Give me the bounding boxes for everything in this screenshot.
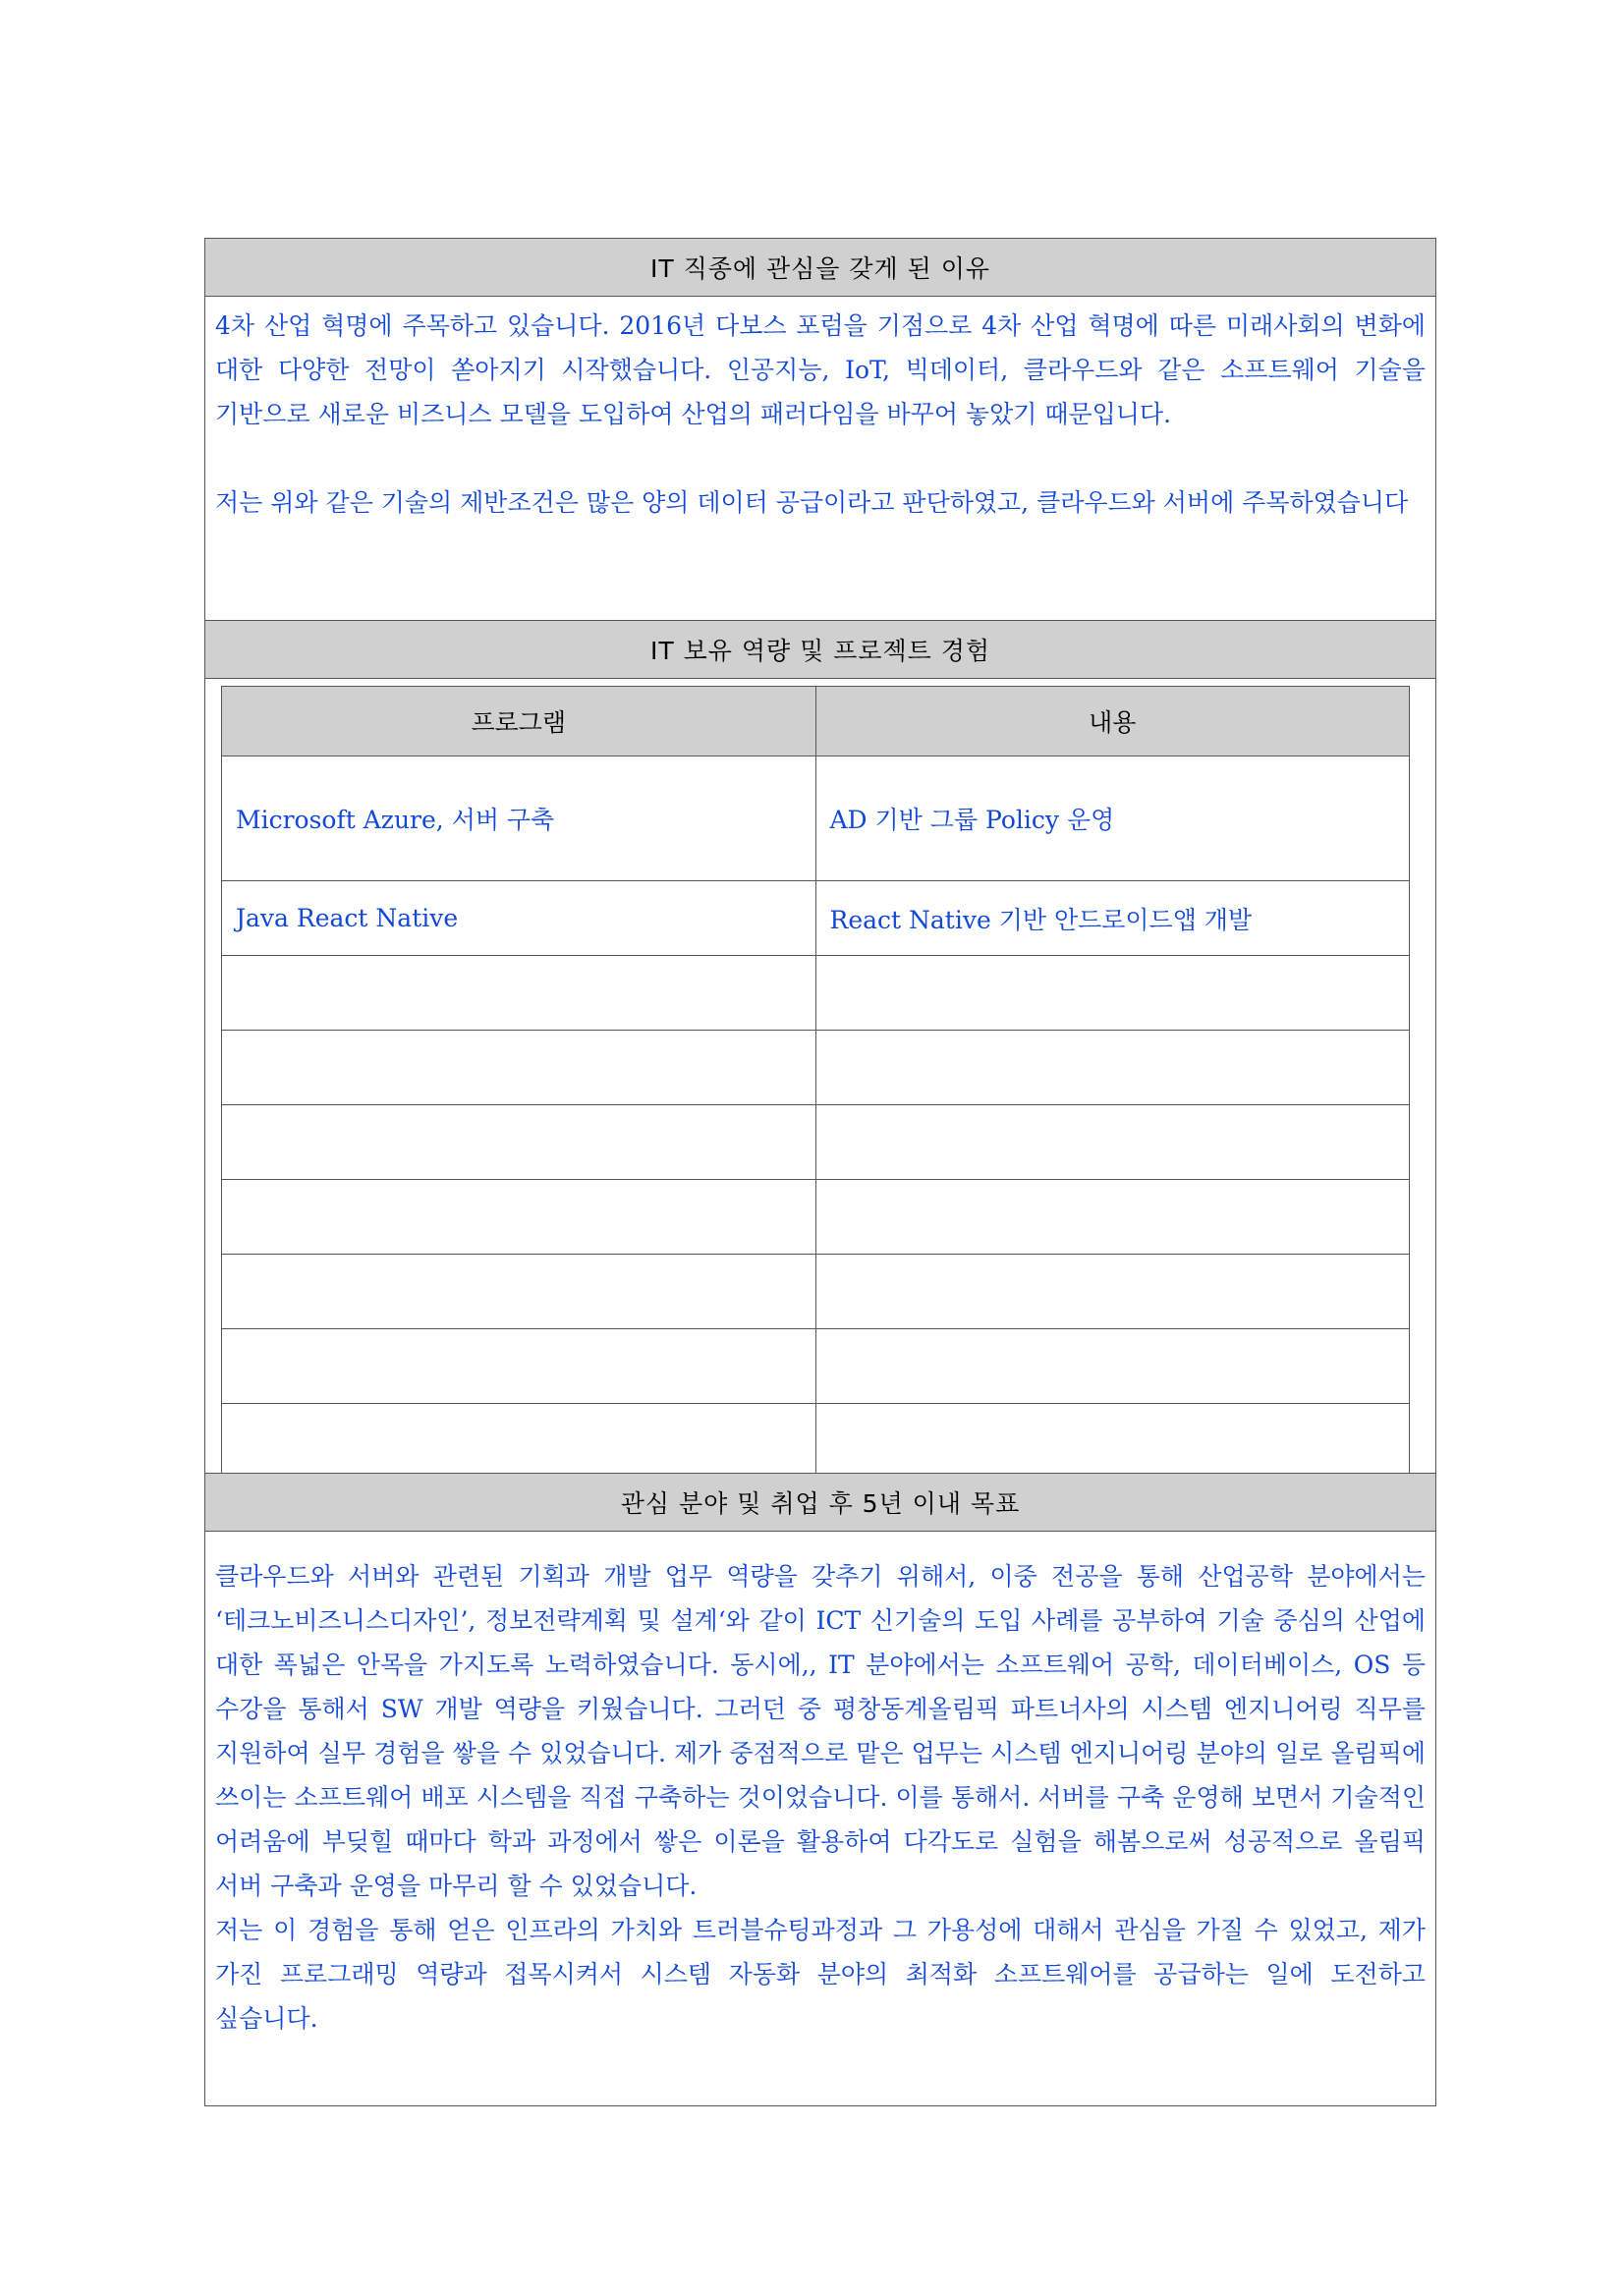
section-title: 관심 분야 및 취업 후 5년 이내 목표 bbox=[620, 1489, 1021, 1518]
table-row bbox=[222, 756, 1410, 881]
table-cell bbox=[815, 1105, 1410, 1180]
table-row bbox=[222, 956, 1410, 1031]
section-header-goals bbox=[205, 1473, 1435, 1532]
table-cell bbox=[815, 956, 1410, 1031]
table-cell bbox=[222, 1255, 816, 1329]
table-row bbox=[222, 881, 1410, 956]
table-cell: Java React Native bbox=[222, 881, 816, 956]
table-cell bbox=[222, 1180, 816, 1255]
motivation-body bbox=[215, 304, 1426, 525]
table-cell bbox=[222, 956, 816, 1031]
table-cell: AD 기반 그룹 Policy 운영 bbox=[815, 756, 1410, 881]
table-cell bbox=[222, 1404, 816, 1479]
paragraph: 클라우드와 서버와 관련된 기획과 개발 업무 역량을 갖추기 위해서, 이중 전공을 통해 산업공학 분야에서는 ‘테크노비즈니스디자인’, 정보전략계획 및 설계‘와 같이 ICT 신기술의 도입 사례를 공부하여 기술 중심의 산업에 대한 폭넓은 안목을 가지도록 노력하였습니다. 동시에,, IT 분야에서는 소프트웨어 공학, 데이터베이스, OS 등 수강을 통해서 SW 개발 역량을 키웠습니다. 그러던 중 평창동계올림픽 파트너사의 시스템 엔지니어링 직무를 지원하여 실무 경험을 쌓을 수 있었습니다. 제가 중점적으로 맡은 업무는 시스템 엔지니어링 분야의 일로 올림픽에 쓰이는 소프트웨어 배포 시스템을 직접 구축하는 것이었습니다. 이를 통해서. 서버를 구축 운영해 보면서 기술적인 어려움에 부딪힐 때마다 학과 과정에서 쌓은 이론을 활용하여 다각도로 실험을 해봄으로써 성공적으로 올림픽 서버 구축과 운영을 마무리 할 수 있었습니다. bbox=[215, 1562, 1426, 1900]
blank-line bbox=[215, 436, 1426, 480]
application-form-table bbox=[204, 238, 1436, 2106]
table-cell: Microsoft Azure, 서버 구축 bbox=[222, 756, 816, 881]
section-header-experience bbox=[205, 620, 1435, 679]
table-cell bbox=[222, 1329, 816, 1404]
paragraph: 저는 위와 같은 기술의 제반조건은 많은 양의 데이터 공급이라고 판단하였고, 클라우드와 서버에 주목하였습니다 bbox=[215, 488, 1409, 517]
paragraph: 저는 이 경험을 통해 얻은 인프라의 가치와 트러블슈팅과정과 그 가용성에 대해서 관심을 가질 수 있었고, 제가 가진 프로그래밍 역량과 접목시켜서 시스템 자동화 분야의 최적화 소프트웨어를 공급하는 일에 도전하고 싶습니다. bbox=[215, 1916, 1426, 2033]
section-header-motivation bbox=[205, 239, 1435, 297]
table-row bbox=[222, 1031, 1410, 1105]
table-row bbox=[222, 1180, 1410, 1255]
table-cell bbox=[815, 1329, 1410, 1404]
section-title: IT 직종에 관심을 갖게 된 이유 bbox=[649, 254, 991, 283]
table-row bbox=[222, 1404, 1410, 1479]
table-cell bbox=[222, 1031, 816, 1105]
table-header-row bbox=[222, 687, 1410, 756]
table-cell: React Native 기반 안드로이드앱 개발 bbox=[815, 881, 1410, 956]
goals-body bbox=[215, 1554, 1426, 2041]
experience-table bbox=[221, 686, 1410, 1479]
table-cell bbox=[222, 1105, 816, 1180]
column-header-content: 내용 bbox=[815, 687, 1410, 756]
table-row bbox=[222, 1255, 1410, 1329]
table-cell bbox=[815, 1404, 1410, 1479]
table-row bbox=[222, 1105, 1410, 1180]
paragraph: 4차 산업 혁명에 주목하고 있습니다. 2016년 다보스 포럼을 기점으로 4차 산업 혁명에 따른 미래사회의 변화에 대한 다양한 전망이 쏟아지기 시작했습니다. 인공지능, IoT, 빅데이터, 클라우드와 같은 소프트웨어 기술을 기반으로 새로운 비즈니스 모델을 도입하여 산업의 패러다임을 바꾸어 놓았기 때문입니다. bbox=[215, 311, 1426, 428]
table-cell bbox=[815, 1180, 1410, 1255]
table-row bbox=[222, 1329, 1410, 1404]
column-header-program: 프로그램 bbox=[222, 687, 816, 756]
table-cell bbox=[815, 1031, 1410, 1105]
table-cell bbox=[815, 1255, 1410, 1329]
section-title: IT 보유 역량 및 프로젝트 경험 bbox=[649, 637, 991, 665]
